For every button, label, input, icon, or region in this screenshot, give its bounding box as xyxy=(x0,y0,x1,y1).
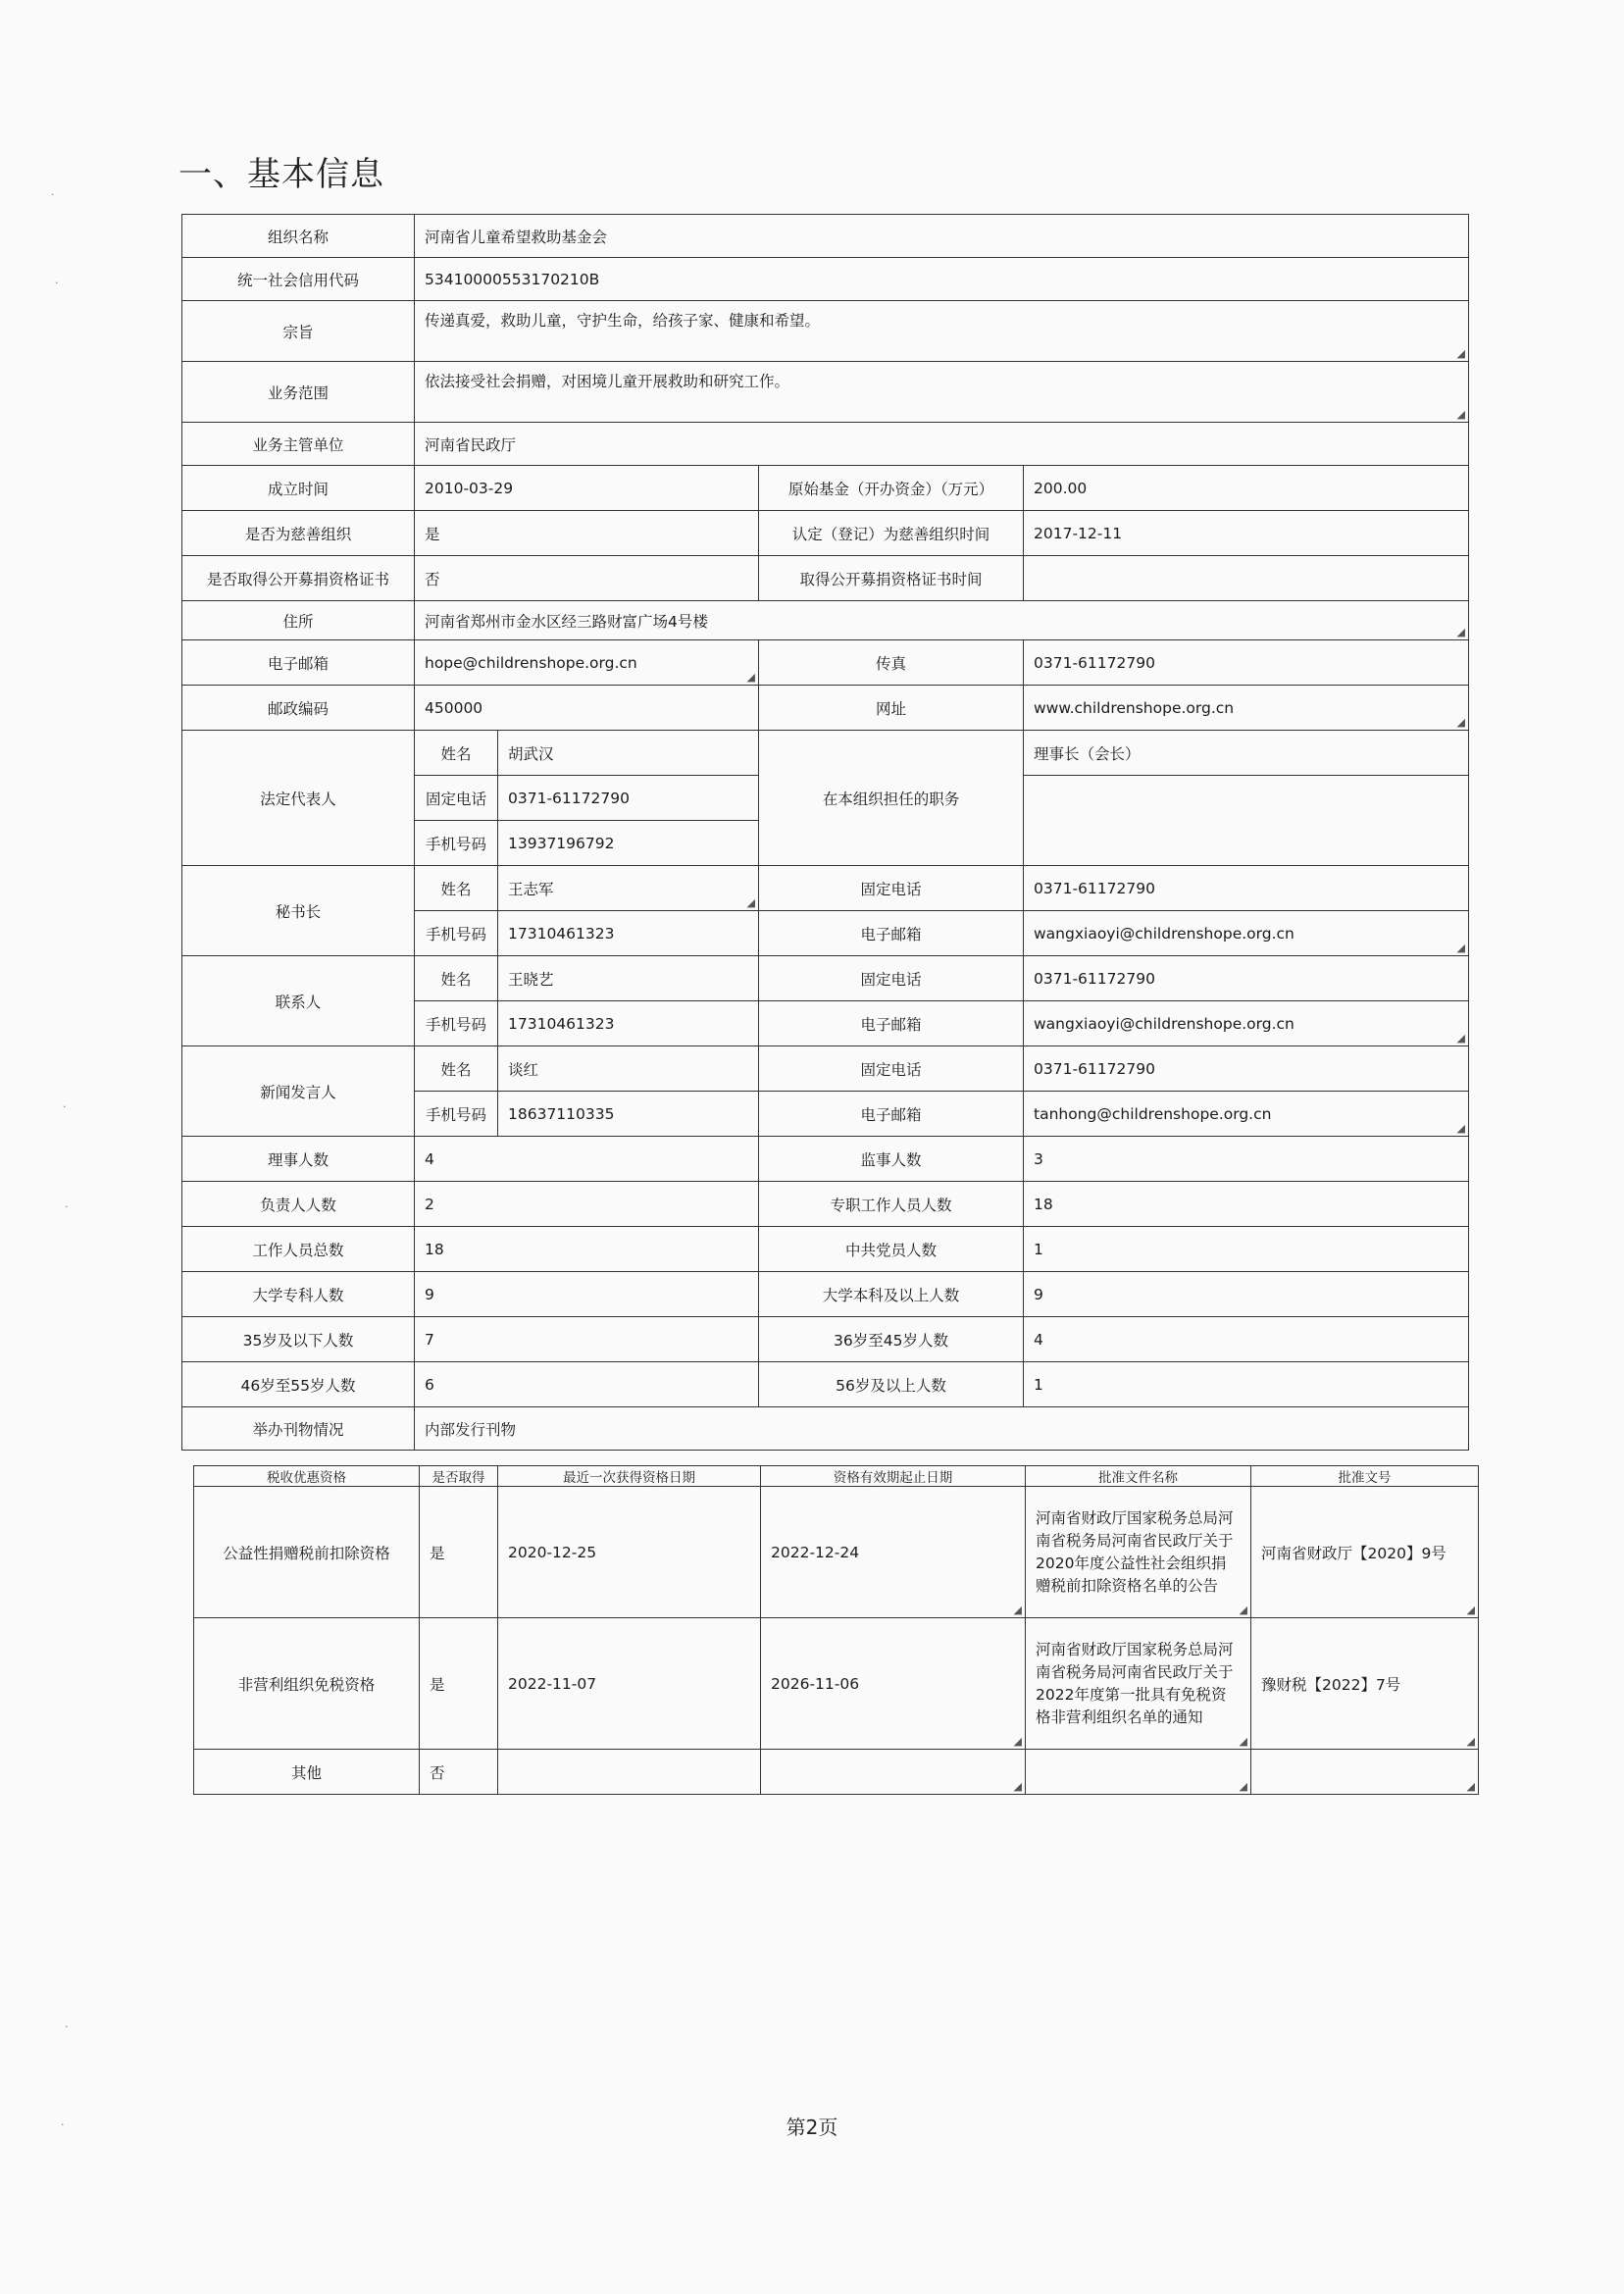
label-scope: 业务范围 xyxy=(182,362,415,423)
tax-validity[interactable] xyxy=(761,1750,1026,1795)
resize-grip-icon[interactable]: ◢ xyxy=(1466,1780,1475,1793)
field-publications[interactable]: 内部发行刊物 xyxy=(415,1407,1469,1451)
field-legal-rep-position[interactable]: 理事长（会长） xyxy=(1024,731,1469,776)
field-contact-name[interactable]: 王晓艺 xyxy=(498,956,759,1001)
resize-grip-icon[interactable]: ◢ xyxy=(1456,942,1466,954)
field-legal-rep-landline[interactable]: 0371-61172790 xyxy=(498,776,759,821)
tax-validity[interactable] xyxy=(761,1618,1026,1750)
label-directors-count: 理事人数 xyxy=(182,1137,415,1182)
scan-speck: · xyxy=(65,1200,69,1213)
field-party-members[interactable]: 1 xyxy=(1024,1227,1469,1272)
label-org-name: 组织名称 xyxy=(182,215,415,258)
tax-date[interactable]: 2022-11-07 xyxy=(498,1618,761,1750)
resize-grip-icon[interactable]: ◢ xyxy=(1239,1735,1247,1748)
label-landline: 固定电话 xyxy=(759,866,1024,911)
field-age-46-55[interactable]: 6 xyxy=(415,1362,759,1407)
row-cert xyxy=(182,556,1469,601)
label-name: 姓名 xyxy=(415,956,498,1001)
tax-doc[interactable] xyxy=(1026,1487,1251,1618)
field-legal-rep-name[interactable]: 胡武汉 xyxy=(498,731,759,776)
label-has-cert: 是否取得公开募捐资格证书 xyxy=(182,556,415,601)
label-spokesperson: 新闻发言人 xyxy=(182,1046,415,1137)
label-name: 姓名 xyxy=(415,731,498,776)
tax-header-date: 最近一次获得资格日期 xyxy=(498,1466,761,1487)
field-org-name[interactable]: 河南省儿童希望救助基金会 xyxy=(415,215,1469,258)
field-supervisors-count[interactable]: 3 xyxy=(1024,1137,1469,1182)
label-position-in-org: 在本组织担任的职务 xyxy=(759,731,1024,866)
label-landline: 固定电话 xyxy=(415,776,498,821)
field-postcode[interactable]: 450000 xyxy=(415,686,759,731)
field-total-staff[interactable]: 18 xyxy=(415,1227,759,1272)
field-founded[interactable]: 2010-03-29 xyxy=(415,466,759,511)
tax-validity-text: 2026-11-06 xyxy=(771,1674,860,1693)
resize-grip-icon[interactable]: ◢ xyxy=(746,896,755,909)
tax-validity[interactable] xyxy=(761,1487,1026,1618)
label-email: 电子邮箱 xyxy=(182,640,415,686)
field-scope[interactable] xyxy=(415,362,1469,423)
tax-doc-no-text: 豫财税【2022】7号 xyxy=(1261,1675,1401,1694)
field-scope-text: 依法接受社会捐赠，对困境儿童开展救助和研究工作。 xyxy=(425,373,790,390)
field-age-36-45[interactable]: 4 xyxy=(1024,1317,1469,1362)
field-address-text: 河南省郑州市金水区经三路财富广场4号楼 xyxy=(425,612,708,631)
field-charity-date[interactable]: 2017-12-11 xyxy=(1024,511,1469,556)
basic-info-table xyxy=(181,214,1469,1451)
field-secgen-email[interactable] xyxy=(1024,911,1469,956)
tax-date[interactable] xyxy=(498,1750,761,1795)
label-party-members: 中共党员人数 xyxy=(759,1227,1024,1272)
field-credit-code[interactable]: 53410000553170210B xyxy=(415,258,1469,301)
field-contact-mobile[interactable]: 17310461323 xyxy=(498,1001,759,1046)
field-leaders-count[interactable]: 2 xyxy=(415,1182,759,1227)
row-org-name xyxy=(182,215,1469,258)
field-cert-date[interactable] xyxy=(1024,556,1469,601)
row-education xyxy=(182,1272,1469,1317)
row-postcode xyxy=(182,686,1469,731)
row-publications xyxy=(182,1407,1469,1451)
label-is-charity: 是否为慈善组织 xyxy=(182,511,415,556)
tax-header-doc-no: 批准文号 xyxy=(1251,1466,1479,1487)
label-college-count: 大学专科人数 xyxy=(182,1272,415,1317)
label-bachelor-plus-count: 大学本科及以上人数 xyxy=(759,1272,1024,1317)
tax-header-row xyxy=(194,1466,1479,1487)
field-bachelor-plus-count[interactable]: 9 xyxy=(1024,1272,1469,1317)
field-fulltime-staff-count[interactable]: 18 xyxy=(1024,1182,1469,1227)
resize-grip-icon[interactable]: ◢ xyxy=(1466,1604,1475,1616)
field-age-56-above[interactable]: 1 xyxy=(1024,1362,1469,1407)
row-email xyxy=(182,640,1469,686)
field-secgen-mobile[interactable]: 17310461323 xyxy=(498,911,759,956)
tax-obtained[interactable]: 是 xyxy=(420,1487,498,1618)
field-purpose-text: 传递真爱，救助儿童，守护生命，给孩子家、健康和希望。 xyxy=(425,312,821,330)
resize-grip-icon[interactable]: ◢ xyxy=(746,671,755,684)
label-email: 电子邮箱 xyxy=(759,1001,1024,1046)
row-contact-name xyxy=(182,956,1469,1001)
label-landline: 固定电话 xyxy=(759,1046,1024,1092)
label-total-staff: 工作人员总数 xyxy=(182,1227,415,1272)
field-fax[interactable]: 0371-61172790 xyxy=(1024,640,1469,686)
label-mobile: 手机号码 xyxy=(415,1092,498,1137)
tax-row xyxy=(194,1618,1479,1750)
tax-header-doc: 批准文件名称 xyxy=(1026,1466,1251,1487)
field-spokes-email[interactable] xyxy=(1024,1092,1469,1137)
label-publications: 举办刊物情况 xyxy=(182,1407,415,1451)
row-purpose xyxy=(182,301,1469,362)
label-name: 姓名 xyxy=(415,866,498,911)
field-directors-count[interactable]: 4 xyxy=(415,1137,759,1182)
tax-date[interactable]: 2020-12-25 xyxy=(498,1487,761,1618)
field-contact-landline[interactable]: 0371-61172790 xyxy=(1024,956,1469,1001)
field-website-text: www.childrenshope.org.cn xyxy=(1034,698,1235,717)
label-fund: 原始基金（开办资金）（万元） xyxy=(759,466,1024,511)
tax-doc-no[interactable] xyxy=(1251,1750,1479,1795)
row-age-1 xyxy=(182,1317,1469,1362)
label-website: 网址 xyxy=(759,686,1024,731)
label-supervisors-count: 监事人数 xyxy=(759,1137,1024,1182)
row-credit-code xyxy=(182,258,1469,301)
label-legal-rep: 法定代表人 xyxy=(182,731,415,866)
field-fund[interactable]: 200.00 xyxy=(1024,466,1469,511)
label-email: 电子邮箱 xyxy=(759,1092,1024,1137)
field-spokes-name[interactable]: 谈红 xyxy=(498,1046,759,1092)
field-email-text: hope@childrenshope.org.cn xyxy=(425,653,637,672)
tax-doc-text: 河南省财政厅国家税务总局河南省税务局河南省民政厅关于2022年度第一批具有免税资格非营利组织名单的通知 xyxy=(1036,1640,1234,1726)
field-spokes-email-text: tanhong@childrenshope.org.cn xyxy=(1034,1104,1272,1123)
label-landline: 固定电话 xyxy=(759,956,1024,1001)
row-staff xyxy=(182,1227,1469,1272)
label-fax: 传真 xyxy=(759,640,1024,686)
field-has-cert[interactable]: 否 xyxy=(415,556,759,601)
label-fulltime-staff-count: 专职工作人员人数 xyxy=(759,1182,1024,1227)
label-mobile: 手机号码 xyxy=(415,1001,498,1046)
field-purpose[interactable] xyxy=(415,301,1469,362)
label-secretary-general: 秘书长 xyxy=(182,866,415,956)
resize-grip-icon[interactable]: ◢ xyxy=(1456,347,1466,360)
tax-row xyxy=(194,1487,1479,1618)
field-is-charity[interactable]: 是 xyxy=(415,511,759,556)
field-authority[interactable]: 河南省民政厅 xyxy=(415,423,1469,466)
scan-speck: · xyxy=(61,2118,65,2131)
field-address[interactable] xyxy=(415,601,1469,640)
scan-speck: · xyxy=(51,188,55,201)
tax-qualification-table xyxy=(193,1465,1479,1795)
field-contact-email[interactable] xyxy=(1024,1001,1469,1046)
resize-grip-icon[interactable]: ◢ xyxy=(1013,1780,1022,1793)
label-leaders-count: 负责人人数 xyxy=(182,1182,415,1227)
tax-doc-text: 河南省财政厅国家税务总局河南省税务局河南省民政厅关于2020年度公益性社会组织捐赠税前扣除资格名单的公告 xyxy=(1036,1508,1234,1595)
tax-doc-no[interactable] xyxy=(1251,1487,1479,1618)
label-email: 电子邮箱 xyxy=(759,911,1024,956)
label-charity-date: 认定（登记）为慈善组织时间 xyxy=(759,511,1024,556)
tax-type: 公益性捐赠税前扣除资格 xyxy=(194,1487,420,1618)
label-founded: 成立时间 xyxy=(182,466,415,511)
tax-doc[interactable] xyxy=(1026,1750,1251,1795)
label-name: 姓名 xyxy=(415,1046,498,1092)
resize-grip-icon[interactable]: ◢ xyxy=(1239,1604,1247,1616)
field-legal-rep-mobile[interactable]: 13937196792 xyxy=(498,821,759,866)
tax-header-type: 税收优惠资格 xyxy=(194,1466,420,1487)
resize-grip-icon[interactable]: ◢ xyxy=(1239,1780,1247,1793)
label-address: 住所 xyxy=(182,601,415,640)
label-postcode: 邮政编码 xyxy=(182,686,415,731)
resize-grip-icon[interactable]: ◢ xyxy=(1456,1122,1466,1135)
label-age-56-above: 56岁及以上人数 xyxy=(759,1362,1024,1407)
label-mobile: 手机号码 xyxy=(415,821,498,866)
row-spokes-name xyxy=(182,1046,1469,1092)
tax-header-validity: 资格有效期起止日期 xyxy=(761,1466,1026,1487)
field-secgen-name-text: 王志军 xyxy=(508,880,554,898)
row-secgen-name xyxy=(182,866,1469,911)
section-title: 一、基本信息 xyxy=(178,155,384,194)
resize-grip-icon[interactable]: ◢ xyxy=(1456,626,1466,638)
field-website[interactable] xyxy=(1024,686,1469,731)
tax-obtained[interactable]: 是 xyxy=(420,1618,498,1750)
field-college-count[interactable]: 9 xyxy=(415,1272,759,1317)
field-spokes-landline[interactable]: 0371-61172790 xyxy=(1024,1046,1469,1092)
resize-grip-icon[interactable]: ◢ xyxy=(1456,716,1466,729)
tax-obtained[interactable]: 否 xyxy=(420,1750,498,1795)
label-contact: 联系人 xyxy=(182,956,415,1046)
row-address xyxy=(182,601,1469,640)
label-cert-date: 取得公开募捐资格证书时间 xyxy=(759,556,1024,601)
field-contact-email-text: wangxiaoyi@childrenshope.org.cn xyxy=(1034,1014,1294,1033)
row-legal-rep-name xyxy=(182,731,1469,776)
tax-validity-text: 2022-12-24 xyxy=(771,1543,860,1561)
tax-doc[interactable] xyxy=(1026,1618,1251,1750)
tax-header-obtained: 是否取得 xyxy=(420,1466,498,1487)
resize-grip-icon[interactable]: ◢ xyxy=(1456,1032,1466,1045)
row-directors xyxy=(182,1137,1469,1182)
row-founded xyxy=(182,466,1469,511)
tax-row xyxy=(194,1750,1479,1795)
label-age-36-45: 36岁至45岁人数 xyxy=(759,1317,1024,1362)
tax-type: 其他 xyxy=(194,1750,420,1795)
row-age-2 xyxy=(182,1362,1469,1407)
field-secgen-email-text: wangxiaoyi@childrenshope.org.cn xyxy=(1034,924,1294,943)
label-mobile: 手机号码 xyxy=(415,911,498,956)
tax-type: 非营利组织免税资格 xyxy=(194,1618,420,1750)
tax-doc-no[interactable] xyxy=(1251,1618,1479,1750)
resize-grip-icon[interactable]: ◢ xyxy=(1466,1735,1475,1748)
field-secgen-landline[interactable]: 0371-61172790 xyxy=(1024,866,1469,911)
field-age-35-below[interactable]: 7 xyxy=(415,1317,759,1362)
row-authority xyxy=(182,423,1469,466)
field-spokes-mobile[interactable]: 18637110335 xyxy=(498,1092,759,1137)
row-scope xyxy=(182,362,1469,423)
resize-grip-icon[interactable]: ◢ xyxy=(1013,1604,1022,1616)
row-leaders xyxy=(182,1182,1469,1227)
page-number: 第2页 xyxy=(786,2116,838,2139)
field-secgen-name[interactable] xyxy=(498,866,759,911)
label-authority: 业务主管单位 xyxy=(182,423,415,466)
label-age-46-55: 46岁至55岁人数 xyxy=(182,1362,415,1407)
scan-speck: · xyxy=(55,277,59,289)
field-email[interactable] xyxy=(415,640,759,686)
tax-doc-no-text: 河南省财政厅【2020】9号 xyxy=(1261,1544,1446,1562)
resize-grip-icon[interactable]: ◢ xyxy=(1456,408,1466,421)
label-purpose: 宗旨 xyxy=(182,301,415,362)
scan-speck: · xyxy=(63,1100,67,1113)
row-charity xyxy=(182,511,1469,556)
label-age-35-below: 35岁及以下人数 xyxy=(182,1317,415,1362)
resize-grip-icon[interactable]: ◢ xyxy=(1013,1735,1022,1748)
field-legal-rep-position-extra[interactable] xyxy=(1024,776,1469,866)
label-credit-code: 统一社会信用代码 xyxy=(182,258,415,301)
scan-speck: · xyxy=(65,2020,69,2033)
